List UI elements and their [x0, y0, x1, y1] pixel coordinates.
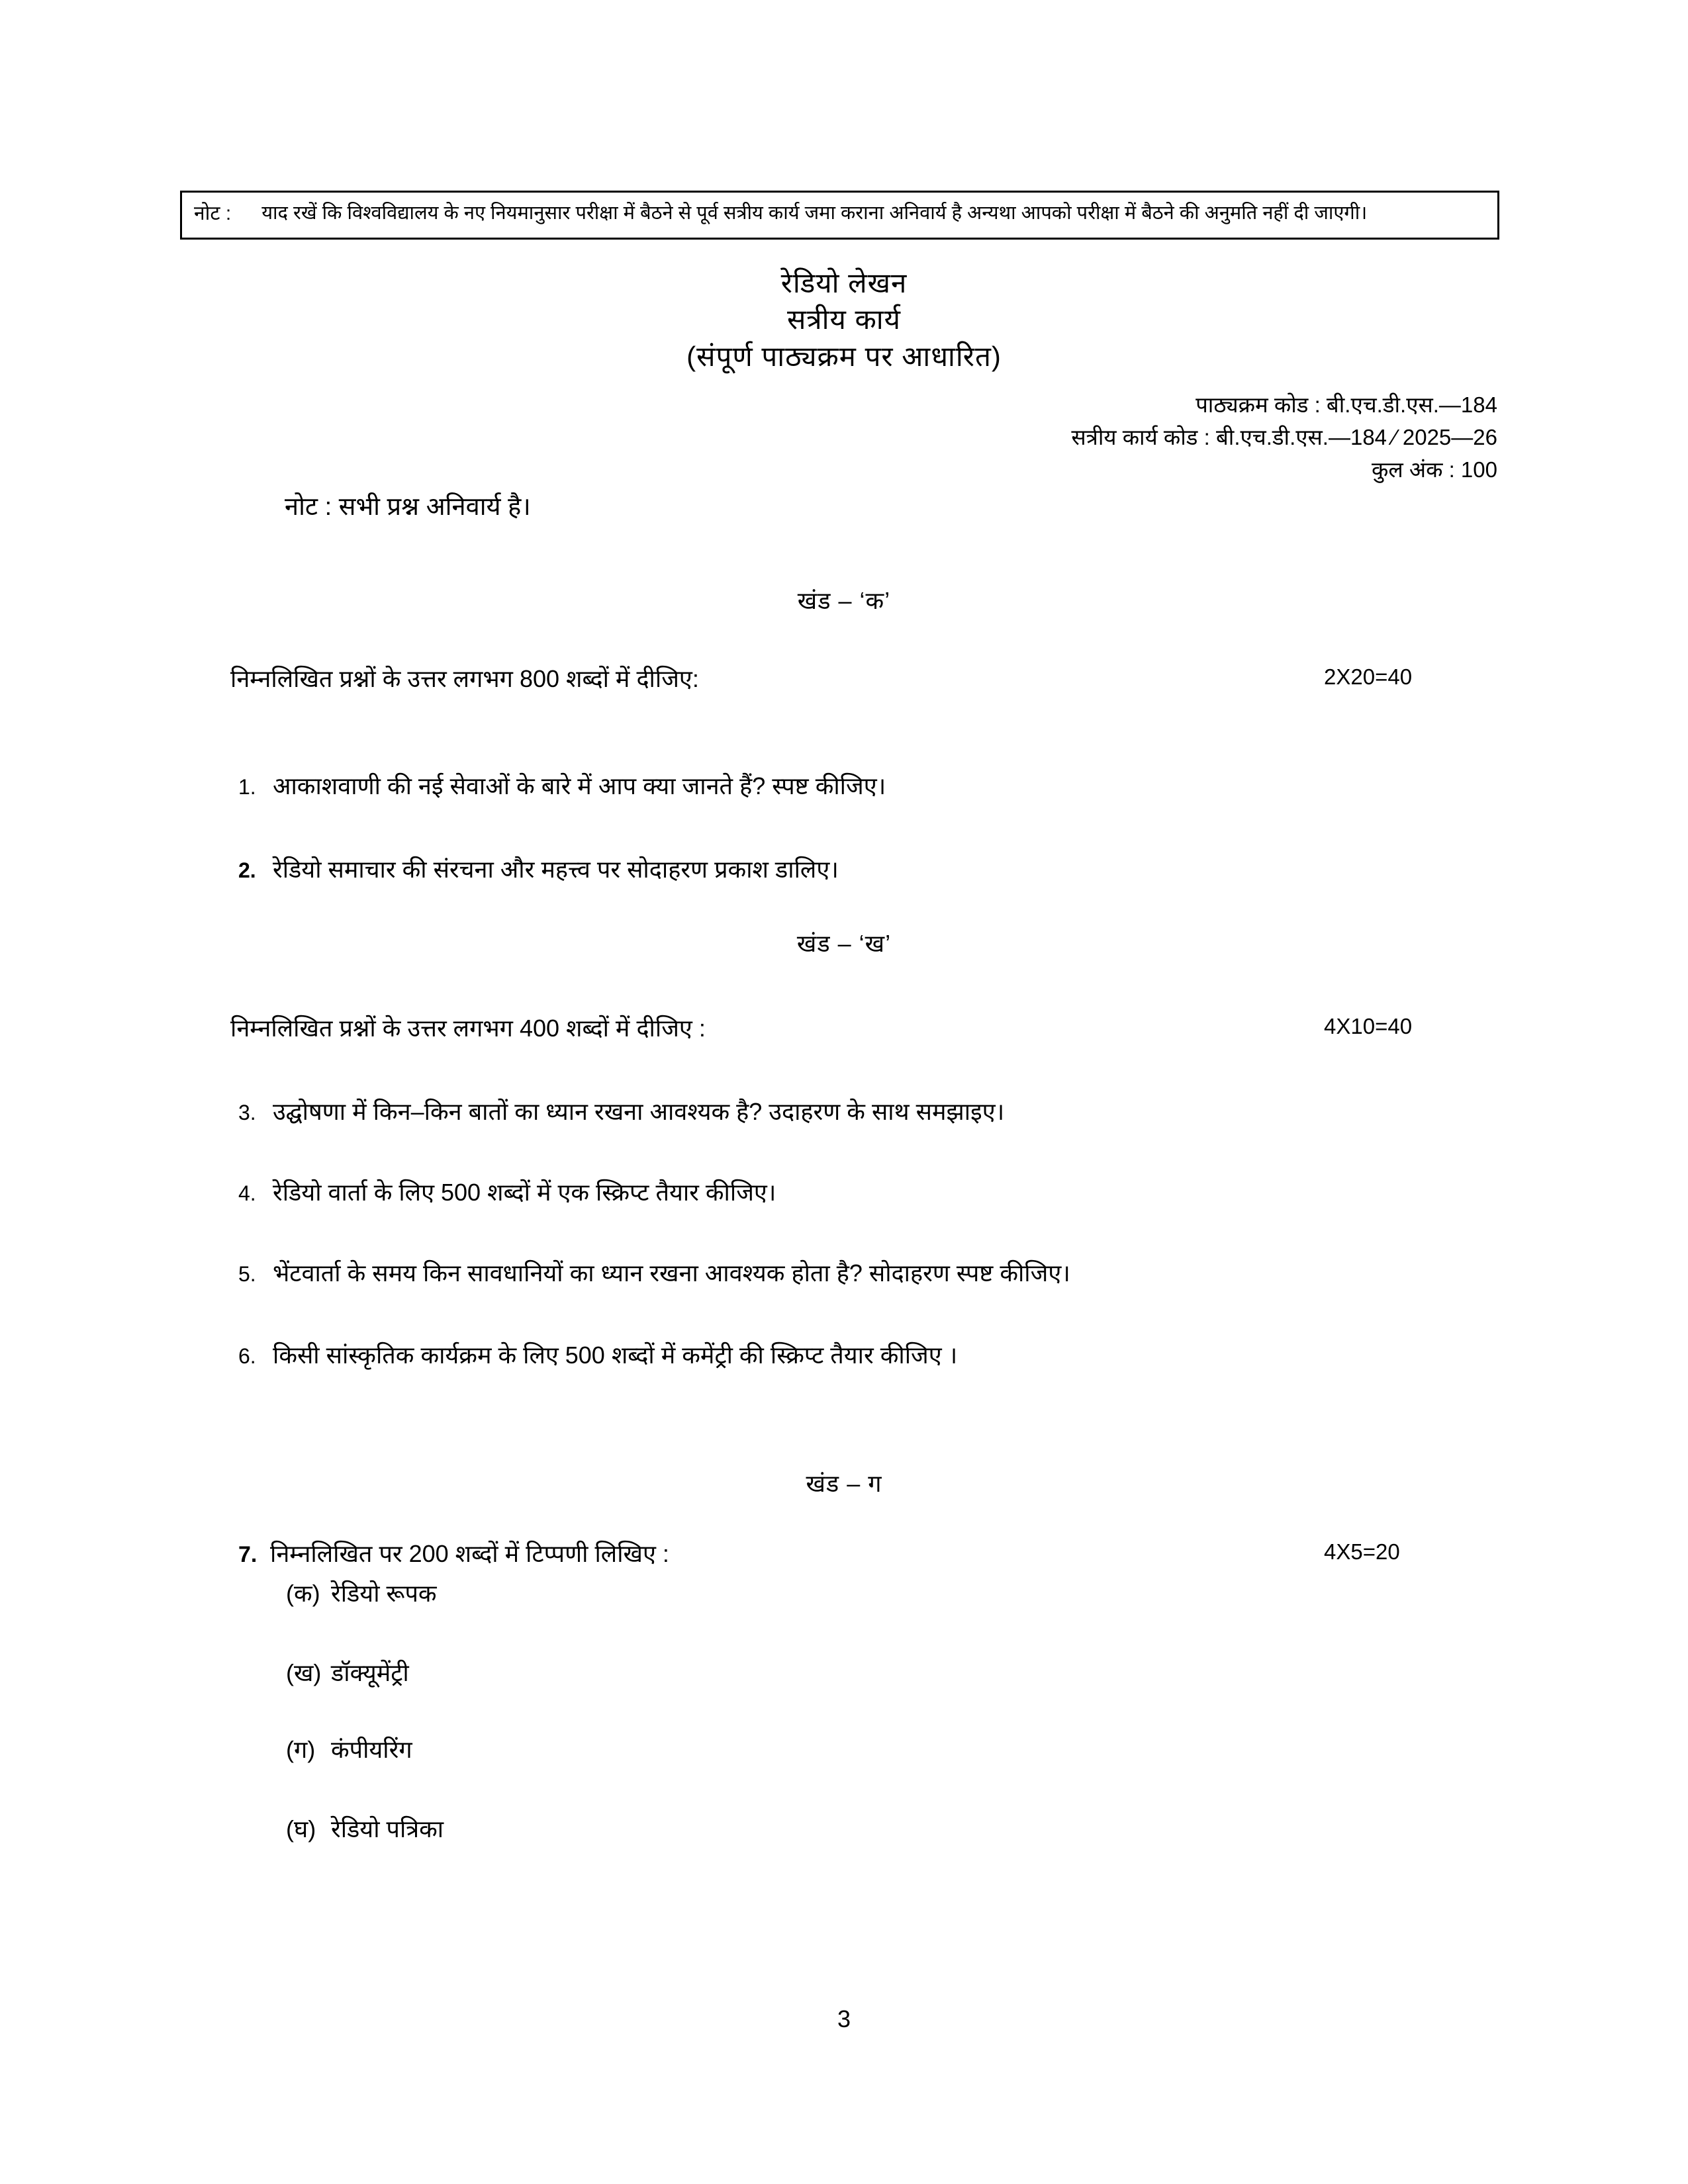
question-7-subpart-ka: [286, 1576, 437, 1609]
section-heading-kha: खंड – ‘ख’: [796, 930, 892, 957]
section-ka-marks: 2X20=40: [1324, 664, 1413, 689]
section-heading-ga: खंड – ग: [806, 1470, 882, 1497]
question-7-subpart-kha: [286, 1656, 409, 1688]
subpart-ka-text: रेडियो रूपक: [331, 1580, 437, 1607]
question-2-text: रेडियो समाचार की संरचना और महत्त्व पर सोदाहरण प्रकाश डालिए।: [273, 856, 839, 883]
course-code: पाठ्यक्रम कोड : बी.एच.डी.एस.—184: [1196, 392, 1497, 417]
question-5-text: भेंटवार्ता के समय किन सावधानियों का ध्यान रखना आवश्यक होता है? सोदाहरण स्पष्ट कीजिए।: [273, 1259, 1070, 1287]
question-6-text: किसी सांस्कृतिक कार्यक्रम के लिए 500 शब्दों में कमेंट्री की स्क्रिप्ट तैयार कीजिए ।: [273, 1342, 958, 1369]
subpart-gha-label: (घ): [286, 1815, 316, 1843]
assignment-code: सत्रीय कार्य कोड : बी.एच.डी.एस.—184 ⁄ 2025—26: [1071, 424, 1497, 449]
note-box-text: याद रखें कि विश्वविद्यालय के नए नियमानुसार परीक्षा में बैठने से पूर्व सत्रीय कार्य जमा कराना अनिवार्य है अन्यथा आपको परीक्षा में बैठने की अनुमति नहीं दी जाएगी।: [261, 203, 1368, 224]
subpart-kha-label: (ख): [286, 1659, 322, 1686]
subpart-ka-label: (क): [286, 1580, 320, 1607]
section-heading-ka: खंड – ‘क’: [797, 587, 891, 614]
section-kha-marks: 4X10=40: [1324, 1014, 1413, 1038]
question-3: [238, 1095, 1004, 1127]
subpart-ga-label: (ग): [286, 1736, 316, 1763]
subpart-gha-text: रेडियो पत्रिका: [331, 1815, 444, 1843]
note-box: [180, 191, 1499, 240]
note-box-label: नोट :: [194, 203, 232, 224]
question-5-number: 5.: [238, 1262, 256, 1286]
question-7-number: 7.: [238, 1542, 258, 1567]
question-5: [238, 1256, 1070, 1289]
question-3-text: उद्घोषणा में किन–किन बातों का ध्यान रखना आवश्यक है? उदाहरण के साथ समझाइए।: [273, 1098, 1005, 1125]
question-1-text: आकाशवाणी की नई सेवाओं के बारे में आप क्या जानते हैं? स्पष्ट कीजिए।: [273, 772, 886, 799]
question-1-number: 1.: [238, 775, 256, 799]
page-title: [0, 265, 1688, 375]
question-2: [238, 852, 839, 885]
question-6: [238, 1338, 957, 1371]
question-6-number: 6.: [238, 1344, 256, 1368]
total-marks: कुल अंक : 100: [1371, 457, 1497, 482]
section-kha-instruction: निम्नलिखित प्रश्नों के उत्तर लगभग 400 शब्दों में दीजिए :: [230, 1015, 706, 1042]
page-number: 3: [837, 2005, 851, 2032]
title-assignment: सत्रीय कार्य: [787, 304, 901, 336]
title-subtitle: (संपूर्ण पाठ्यक्रम पर आधारित): [686, 340, 1002, 372]
question-4: [238, 1175, 776, 1208]
title-course-name: रेडियो लेखन: [780, 267, 908, 298]
question-7-subpart-ga: [286, 1733, 412, 1765]
subpart-ga-text: कंपीयरिंग: [331, 1736, 412, 1763]
question-3-number: 3.: [238, 1101, 256, 1124]
question-4-number: 4.: [238, 1181, 256, 1205]
course-code-block: [1071, 389, 1497, 486]
question-7-text: निम्नलिखित पर 200 शब्दों में टिप्पणी लिखिए :: [270, 1540, 669, 1567]
question-4-text: रेडियो वार्ता के लिए 500 शब्दों में एक स्क्रिप्ट तैयार कीजिए।: [273, 1179, 776, 1206]
question-7: [238, 1537, 669, 1569]
note-all-questions: नोट : सभी प्रश्न अनिवार्य है।: [285, 493, 531, 521]
question-1: [238, 769, 886, 801]
question-7-marks: 4X5=20: [1324, 1539, 1400, 1564]
question-2-number: 2.: [238, 858, 256, 882]
subpart-kha-text: डॉक्यूमेंट्री: [331, 1659, 409, 1686]
section-ka-instruction: निम्नलिखित प्रश्नों के उत्तर लगभग 800 शब्दों में दीजिए:: [230, 665, 699, 692]
question-7-subpart-gha: [286, 1812, 444, 1844]
